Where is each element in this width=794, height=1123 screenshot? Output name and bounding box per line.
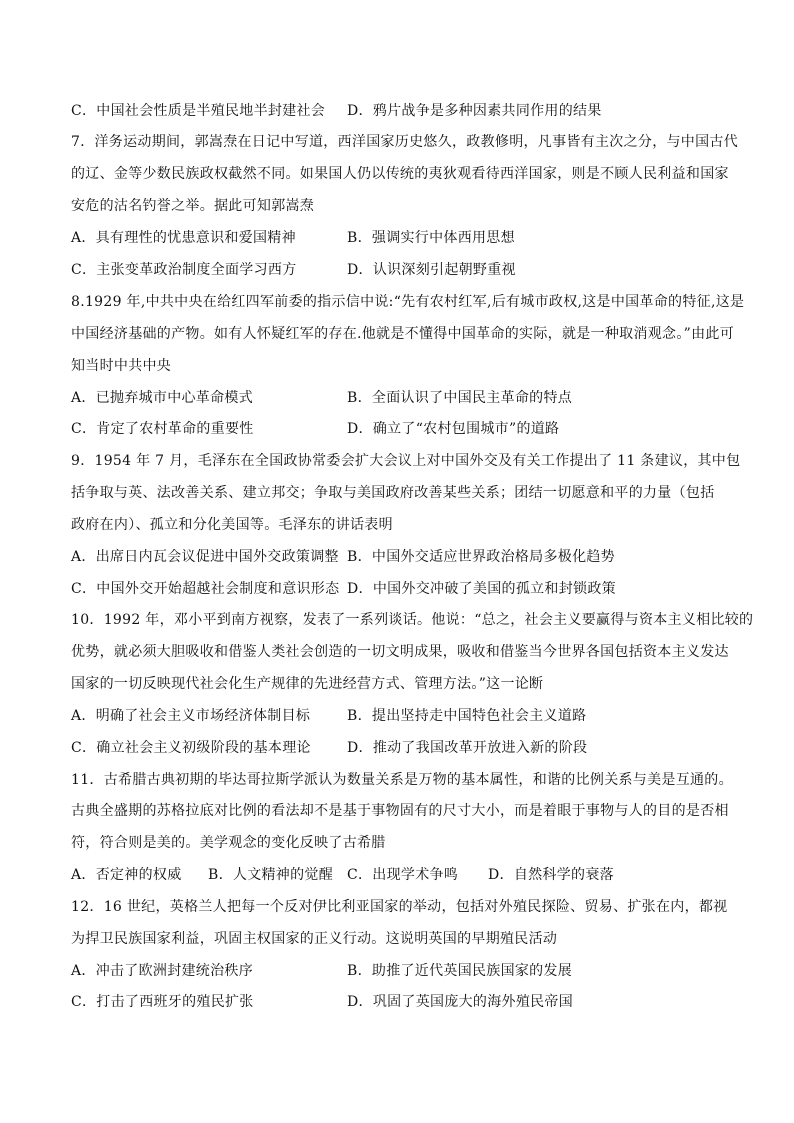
q7-stem-line-2: 的辽、金等少数民族政权截然不同。如果国人仍以传统的夷狄观看待西洋国家，则是不顾人民利益和国家 xyxy=(71,166,729,182)
q12-option-d: D．巩固了英国庞大的海外殖民帝国 xyxy=(347,994,574,1010)
q7-option-b: B．强调实行中体西用思想 xyxy=(347,230,515,246)
q10-option-c: C．确立社会主义初级阶段的基本理论 xyxy=(71,740,311,756)
q7-stem-line-3: 安危的沽名钓誉之举。据此可知郭嵩焘 xyxy=(71,198,315,214)
q8-stem-line-2: 中国经济基础的产物。如有人怀疑红军的存在.他就是不懂得中国革命的实际，就是一种取消观念。”由此可 xyxy=(71,326,735,342)
q7-option-c: C．主张变革政治制度全面学习西方 xyxy=(71,262,297,278)
q10-stem-line-1: 10．1992 年，邓小平到南方视察，发表了一系列谈话。他说：“总之，社会主义要赢得与资本主义相比较的 xyxy=(71,612,754,628)
q10-option-d: D．推动了我国改革开放进入新的阶段 xyxy=(347,740,588,756)
q6-option-d: D．鸦片战争是多种因素共同作用的结果 xyxy=(347,103,602,119)
q9-option-a: A．出席日内瓦会议促进中国外交政策调整 xyxy=(71,549,339,565)
q9-stem-line-2: 括争取与英、法改善关系、建立邦交；争取与美国政府改善某些关系；团结一切愿意和平的力量（包括 xyxy=(71,485,715,501)
q9-option-c: C．中国外交开始超越社会制度和意识形态 xyxy=(71,581,340,597)
q12-option-c: C．打击了西班牙的殖民扩张 xyxy=(71,994,254,1010)
q11-stem-line-1: 11．古希腊古典初期的毕达哥拉斯学派认为数量关系是万物的基本属性，和谐的比例关系与美是互通的。 xyxy=(71,772,733,788)
q8-stem-line-1: 8.1929 年,中共中央在给红四军前委的指示信中说:“先有农村红军,后有城市政权,这是中国革命的特征,这是 xyxy=(71,294,745,310)
q7-option-a: A．具有理性的忧患意识和爱国精神 xyxy=(71,230,296,246)
q9-option-b: B．中国外交适应世界政治格局多极化趋势 xyxy=(347,549,615,565)
q8-stem-line-3: 知当时中共中央 xyxy=(71,358,172,374)
q9-stem-line-3: 政府在内）、孤立和分化美国等。毛泽东的讲话表明 xyxy=(71,517,393,533)
q7-stem-line-1: 7．洋务运动期间，郭嵩焘在日记中写道，西洋国家历史悠久，政教修明，凡事皆有主次之分，与中国古代 xyxy=(71,134,739,150)
q10-option-a: A．明确了社会主义市场经济体制目标 xyxy=(71,708,311,724)
q12-stem-line-1: 12．16 世纪，英格兰人把每一个反对伊比利亚国家的举动，包括对外殖民探险、贸易、扩张在内，都视 xyxy=(71,899,728,915)
q8-option-d: D．确立了“农村包围城市”的道路 xyxy=(347,421,560,437)
q11-stem-line-3: 符，符合则是美的。美学观念的变化反映了古希腊 xyxy=(71,835,386,851)
q12-stem-line-2: 为捍卫民族国家利益，巩固主权国家的正义行动。这说明英国的早期殖民活动 xyxy=(71,931,558,947)
q9-option-d: D．中国外交冲破了美国的孤立和封锁政策 xyxy=(347,581,616,597)
q11-option-a: A．否定神的权威 xyxy=(71,867,182,883)
q10-option-b: B．提出坚持走中国特色社会主义道路 xyxy=(347,708,587,724)
q10-stem-line-3: 国家的一切反映现代社会化生产规律的先进经营方式、管理方法。”这一论断 xyxy=(71,676,544,692)
q11-option-c: C．出现学术争鸣 xyxy=(347,867,459,883)
q11-stem-line-2: 古典全盛期的苏格拉底对比例的看法却不是基于事物固有的尺寸大小，而是着眼于事物与人的目的是否相 xyxy=(71,803,729,819)
q12-option-a: A．冲击了欧洲封建统治秩序 xyxy=(71,963,254,979)
q8-option-c: C．肯定了农村革命的重要性 xyxy=(71,421,254,437)
q7-option-d: D．认识深刻引起朝野重视 xyxy=(347,262,516,278)
q8-option-b: B．全面认识了中国民主革命的特点 xyxy=(347,390,573,406)
q9-stem-line-1: 9．1954 年 7 月，毛泽东在全国政协常委会扩大会议上对中国外交及有关工作提出了 11 条建议，其中包 xyxy=(71,453,741,469)
q11-option-d: D．自然科学的衰落 xyxy=(488,867,614,883)
q10-stem-line-2: 优势，就必须大胆吸收和借鉴人类社会创造的一切文明成果，吸收和借鉴当今世界各国包括资本主义发达 xyxy=(71,644,729,660)
q12-option-b: B．助推了近代英国民族国家的发展 xyxy=(347,963,573,979)
q8-option-a: A．已抛弃城市中心革命模式 xyxy=(71,390,254,406)
q11-option-b: B．人文精神的觉醒 xyxy=(208,867,333,883)
q6-option-c: C．中国社会性质是半殖民地半封建社会 xyxy=(71,103,326,119)
